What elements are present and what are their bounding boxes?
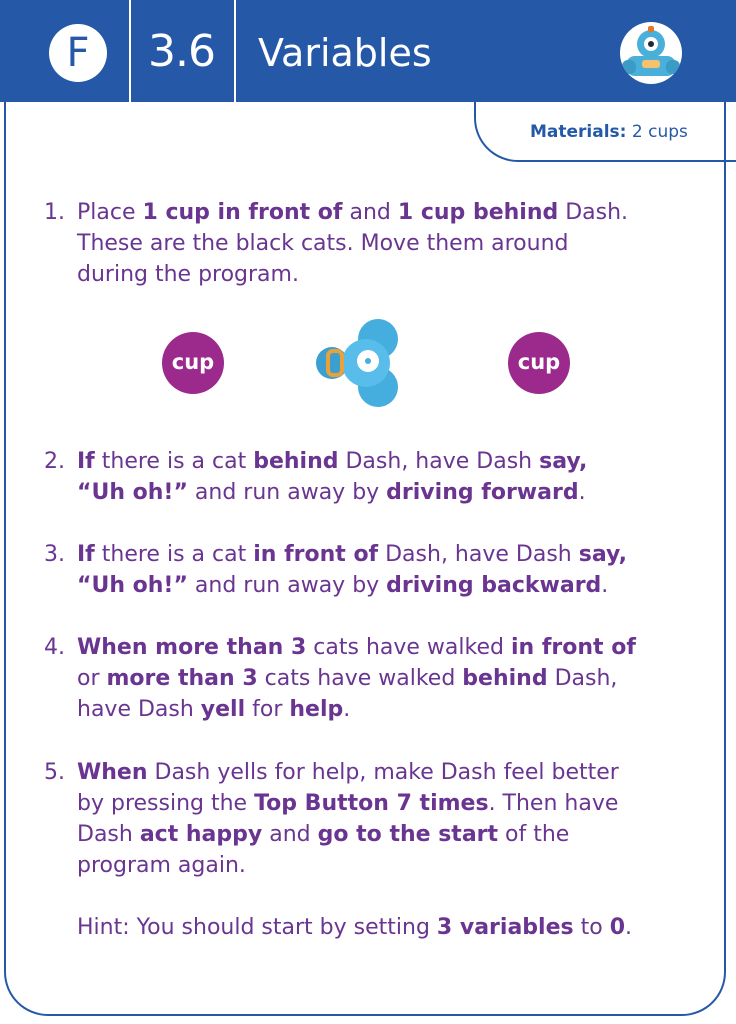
text-run: have Dash [77,697,201,722]
bold-text: help [289,697,344,722]
text-run: Place [77,200,143,225]
text-run: and [342,200,398,225]
text-run: Dash. [558,200,629,225]
level-badge: F [49,24,107,82]
text-run: Dash, have Dash [378,542,579,567]
materials-value: 2 cups [631,122,688,142]
bold-text: go to the start [317,822,499,847]
bold-text: driving forward [386,480,579,505]
hint-text [77,912,677,943]
text-run: Dash [77,822,140,847]
cup-right: cup [508,332,570,394]
text-run: Dash yells for help, make Dash feel better [147,760,619,785]
text-line [77,228,677,259]
step-text [77,197,677,290]
dash-robot-icon [620,22,682,84]
bold-text: “Uh oh!” [77,573,188,598]
bold-text: say, [578,542,627,567]
text-run: Dash, [547,666,618,691]
header-divider [234,0,236,102]
header-bar [0,0,736,102]
bold-text: behind [253,449,339,474]
text-run: These are the black cats. Move them around [77,231,569,256]
bold-text: 3 variables [436,915,574,940]
text-run: or [77,666,107,691]
text-line [77,446,677,477]
text-line [77,694,677,725]
text-line [77,850,677,881]
text-run: to [573,915,610,940]
text-run: of the [498,822,570,847]
text-line [77,788,677,819]
step-number: 1. [44,200,65,225]
header-divider [129,0,131,102]
text-run: cats have walked [257,666,463,691]
bold-text: When [77,760,148,785]
text-line [77,663,677,694]
text-line [77,570,677,601]
bold-text: say, [539,449,588,474]
bold-text: When more than 3 [77,635,307,660]
bold-text: “Uh oh!” [77,480,188,505]
text-line [77,819,677,850]
text-run: there is a cat [94,449,254,474]
text-run: and run away by [187,573,387,598]
step-text [77,632,677,725]
bold-text: driving backward [386,573,602,598]
step-number: 3. [44,542,65,567]
bold-text: If [77,449,95,474]
text-run: program again. [77,853,246,878]
bold-text: 1 cup behind [397,200,559,225]
bold-text: yell [200,697,246,722]
text-run: during the program. [77,262,299,287]
step-number: 4. [44,635,65,660]
text-run: . [625,915,632,940]
bold-text: 0 [609,915,625,940]
step-text [77,539,677,601]
page-title: Variables [258,31,432,75]
bold-text: behind [462,666,548,691]
text-run: Hint: You should start by setting [77,915,437,940]
bold-text: in front of [253,542,379,567]
step-text [77,446,677,508]
materials-line [530,120,688,144]
text-line [77,757,677,788]
cup-left: cup [162,332,224,394]
step-text [77,757,677,881]
bold-text: 1 cup in front of [142,200,343,225]
bold-text: in front of [510,635,636,660]
text-run: . Then have [488,791,619,816]
text-run: by pressing the [77,791,255,816]
text-run: and run away by [187,480,387,505]
bold-text: If [77,542,95,567]
text-run: . [578,480,586,505]
text-line [77,259,677,290]
bold-text: Top Button 7 times [254,791,489,816]
text-run: . [343,697,351,722]
bold-text: more than 3 [106,666,258,691]
text-run: for [245,697,290,722]
materials-label: Materials: [530,122,627,142]
text-line [77,539,677,570]
lesson-number: 3.6 [148,26,215,77]
text-line [77,632,677,663]
text-run: and [262,822,318,847]
step-number: 2. [44,449,65,474]
text-line [77,477,677,508]
text-run: there is a cat [94,542,254,567]
bold-text: act happy [139,822,263,847]
text-line [77,197,677,228]
text-run: . [601,573,609,598]
text-run: cats have walked [306,635,511,660]
dash-robot-top-view [312,315,408,411]
text-line [77,912,677,943]
text-run: Dash, have Dash [338,449,540,474]
step-number: 5. [44,760,65,785]
